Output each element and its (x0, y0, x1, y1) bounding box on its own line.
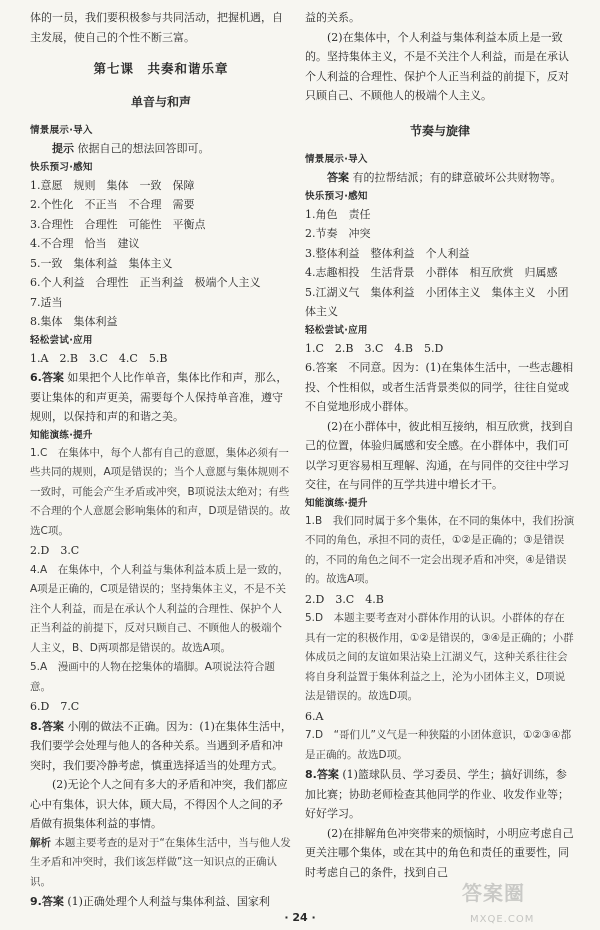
list-item: 3.整体利益 整体利益 个人利益 (305, 246, 470, 260)
tag-practice: 知能演练·提升 (30, 429, 93, 441)
list-item: 5.江湖义气 集体利益 小团体主义 集体主义 小团体主义 (305, 285, 569, 318)
tag-preview: 快乐预习·感知 (30, 161, 93, 173)
answer-text: 有的拉帮结派；有的肆意破坏公共财物等。 (352, 171, 562, 184)
list-item: 4.志趣相投 生活背景 小群体 相互欣赏 归属感 (305, 266, 558, 279)
tag-practice-2: 知能演练·提升 (305, 497, 368, 509)
try-6-part2: (2)在小群体中，彼此相互接纳，相互欣赏，找到自己的位置，体验归属感和安全感。在小群体中，我们可以学习更容易相互理解、沟通，在与同伴的交往中学习交往，在与同伴的互学共进中增长才干。 (305, 419, 574, 491)
preview-list-2 (305, 205, 575, 322)
question-8-2 (305, 765, 575, 824)
tag-preview-2: 快乐预习·感知 (305, 190, 368, 202)
list-item: 8.集体 集体利益 (30, 315, 118, 328)
answer-label: 8.答案 (305, 768, 339, 781)
tag-try-2: 轻松尝试·应用 (305, 324, 368, 336)
analysis (30, 834, 292, 893)
answer-line (305, 168, 575, 188)
list-item: 4.不合理 恰当 建议 (30, 237, 140, 250)
list-item: 7.适当 (30, 295, 63, 309)
answer-text: (1)篮球队员、学习委员、学生；搞好训练，参加比赛；协助老师检查其他同学的作业、收发作业等；好好学习。 (305, 768, 569, 820)
tag-scene-intro-2: 情景展示·导入 (305, 154, 368, 165)
question-4: 4.A 在集体中，个人利益与集体利益本质上是一致的，A项是正确的，C项是错误的；坚持集体主义，不是不关注个人利益，而是在承认个人利益的合理性、保护个人正当利益的前提下，反对只顾自己、不顾他人的极端个人主义，B、D两项都是错误的。故选A项。 (30, 563, 289, 654)
preview-list (30, 176, 292, 332)
question-7-2: 7.D “哥们儿”义气是一种狭隘的小团体意识，①②③④都是正确的。故选D项。 (305, 729, 572, 761)
list-item: 3.合理性 合理性 可能性 平衡点 (30, 217, 206, 231)
answer-label: 答案 (327, 171, 349, 184)
question-1-2: 1.B 我们同时属于多个集体，在不同的集体中，我们扮演不同的角色，承担不同的责任，①②是正确的；③是错误的，不同的角色之间不一定会出现矛盾和冲突，④是错误的。故选A项。 (305, 514, 575, 585)
answer-label: 6.答案 (30, 371, 64, 384)
watermark-logo: 答案圈 (462, 881, 525, 905)
watermark-url: MXQE.COM (470, 914, 535, 925)
continued-text: 益的关系。 (305, 11, 360, 24)
question-8-2-part2: (2)在排解角色冲突带来的烦恼时，小明应考虑自己更关注哪个集体，或在其中的角色和责任的重要性，同时考虑自己的条件，找到自己 (305, 826, 574, 879)
section-title-2: 节奏与旋律 (409, 123, 470, 138)
question-1: 1.C 在集体中，每个人都有自己的意愿，集体必须有一些共同的规则，A项是错误的；当个人意愿与集体规则不一致时，可能会产生矛盾或冲突，B项说法太绝对；有些不合理的个人意愿会影响集体的和声，D项是错误的。故选C项。 (30, 446, 291, 537)
try-answers: 1.A 2.B 3.C 4.C 5.B (30, 351, 168, 365)
answer-label: 9.答案 (30, 895, 64, 908)
tag-scene-intro: 情景展示·导入 (30, 125, 93, 136)
try-answers-2: 1.C 2.B 3.C 4.B 5.D (305, 341, 444, 355)
section-title: 单音与和声 (130, 94, 191, 109)
right-column (305, 8, 575, 882)
question-5: 5.A 漫画中的人物在挖集体的墙脚。A项说法符合题意。 (30, 661, 275, 693)
answer-text: 如果把个人比作单音，集体比作和声，那么，要让集体的和声更美，需要每个人保持单音准，遵守规则，以保持和声的和谐之美。 (30, 371, 288, 423)
list-item: 2.个性化 不正当 不合理 需要 (30, 198, 195, 211)
continued-text-2: (2)在集体中，个人利益与集体利益本质上是一致的。坚持集体主义，不是不关注个人利益，而是在承认个人利益的合理性、保护个人正当利益的前提下，反对只顾自己、不顾他人的极端个人主义。 (305, 30, 569, 102)
list-item: 6.个人利益 合理性 正当利益 极端个人主义 (30, 276, 261, 289)
question-8-part2: (2)无论个人之间有多大的矛盾和冲突，我们都应心中有集体，识大体，顾大局，不得因个人之间的矛盾做有损集体利益的事情。 (30, 778, 288, 830)
tip-label: 提示 (52, 142, 74, 155)
question-2-3: 2.D 3.C (30, 544, 80, 557)
question-2-4: 2.D 3.C 4.B (305, 592, 384, 606)
page-number: · 24 · (284, 911, 316, 924)
question-6-7: 6.D 7.C (30, 700, 80, 713)
answer-label: 8.答案 (30, 719, 64, 733)
answer-text: (1)正确处理个人利益与集体利益、国家利 (67, 895, 270, 908)
tip-line (30, 139, 292, 159)
list-item: 1.意愿 规则 集体 一致 保障 (30, 178, 195, 192)
intro-text: 体的一员，我们要积极参与共同活动，把握机遇，自主发展，使自己的个性不断三富。 (30, 11, 283, 44)
try-6 (30, 368, 292, 427)
tip-text: 依据自己的想法回答即可。 (77, 142, 210, 155)
analysis-text: 本题主要考查的是对于“在集体生活中，当与他人发生矛盾和冲突时，我们该怎样做”这一知识点的正确认识。 (30, 836, 291, 888)
question-8 (30, 717, 292, 776)
analysis-label: 解析 (30, 836, 51, 849)
question-5-2: 5.D 本题主要考查对小群体作用的认识。小群体的存在具有一定的积极作用，①②是错误的，③④是正确的；小群体成员之间的友谊如果沾染上江湖义气，这种关系往往会将自身利益置于集体利益之上，沦为小团体主义，D项说法是错误的。故选D项。 (305, 612, 574, 702)
list-item: 5.一致 集体利益 集体主义 (30, 256, 173, 270)
left-column (30, 8, 292, 912)
question-6-2: 6.A (305, 709, 324, 723)
try-6-2: 6.答案 不同意。因为：(1)在集体生活中，一些志趣相投、个性相似，或者生活背景类似的同学，往往自觉或不自觉地形成小群体。 (305, 361, 574, 413)
tag-try: 轻松尝试·应用 (30, 334, 93, 346)
list-item: 2.节奏 冲突 (305, 227, 371, 240)
lesson-title: 第七课 共奏和谐乐章 (93, 61, 229, 76)
answer-text: 小刚的做法不正确。因为：(1)在集体生活中，我们要学会处理与他人的各种关系。当遇到矛盾和冲突时，我们要冷静考虑，慎重选择适当的处理方式。 (30, 719, 292, 772)
list-item: 1.角色 责任 (305, 207, 371, 221)
